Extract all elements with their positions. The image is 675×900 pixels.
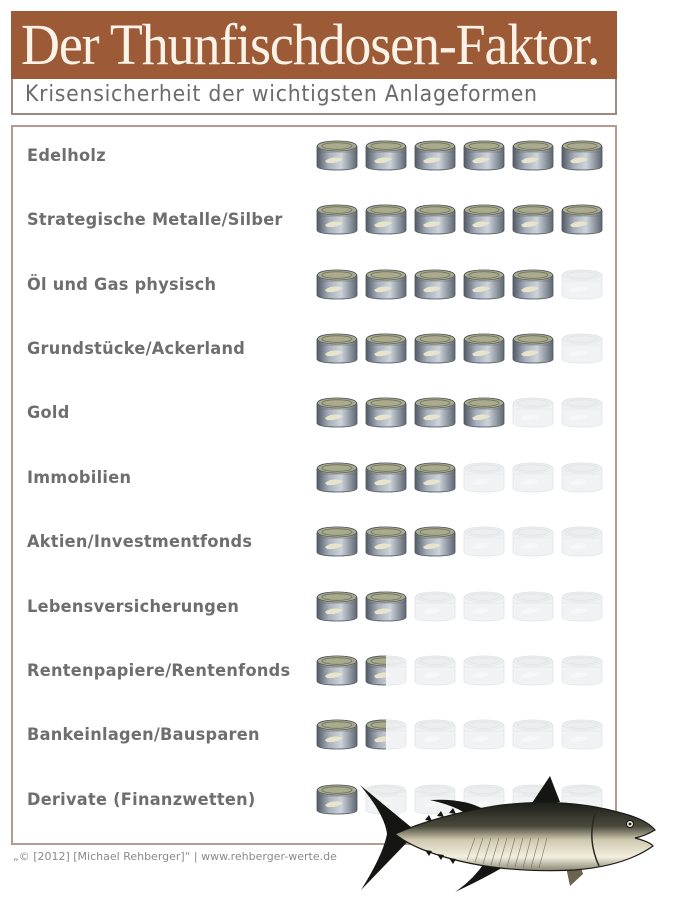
tuna-can-faded-icon [560, 268, 604, 300]
tuna-can-faded-icon [560, 461, 604, 493]
can-rating [315, 332, 615, 366]
tuna-can-faded-icon [413, 590, 457, 622]
rating-row [13, 459, 615, 499]
tuna-can-icon [315, 525, 359, 557]
can-rating [315, 203, 615, 237]
asset-class-label: Gold [27, 403, 70, 423]
tuna-can-icon [315, 332, 359, 364]
tuna-can-icon [315, 590, 359, 622]
tuna-can-faded-icon [560, 396, 604, 428]
tuna-can-icon [364, 525, 408, 557]
subtitle-banner [11, 79, 617, 115]
tuna-can-icon [315, 139, 359, 171]
tuna-can-faded-icon [560, 718, 604, 750]
tuna-can-faded-icon [462, 654, 506, 686]
tuna-can-icon [560, 203, 604, 235]
rating-row [13, 330, 615, 370]
can-rating [315, 396, 615, 430]
tuna-can-icon [413, 268, 457, 300]
rating-row [13, 137, 615, 177]
tuna-can-icon [560, 139, 604, 171]
tuna-can-icon [462, 332, 506, 364]
tuna-can-icon [364, 396, 408, 428]
rating-row [13, 652, 615, 692]
asset-class-label: Immobilien [27, 468, 132, 488]
copyright-footer: „© [2012] [Michael Rehberger]“ | www.rehberger-werte.de [13, 850, 337, 863]
tuna-can-icon [413, 525, 457, 557]
tuna-can-icon [511, 139, 555, 171]
tuna-can-icon [462, 268, 506, 300]
tuna-can-faded-icon [462, 461, 506, 493]
rating-table [11, 125, 617, 845]
tuna-can-faded-icon [511, 461, 555, 493]
tuna-can-faded-icon [462, 525, 506, 557]
tuna-can-icon [315, 718, 359, 750]
tuna-can-icon [413, 396, 457, 428]
tuna-can-faded-icon [462, 718, 506, 750]
tuna-can-faded-icon [511, 590, 555, 622]
asset-class-label: Rentenpapiere/Rentenfonds [27, 661, 291, 681]
asset-class-label: Grundstücke/Ackerland [27, 339, 246, 359]
asset-class-label: Derivate (Finanzwetten) [27, 790, 256, 810]
asset-class-label: Öl und Gas physisch [27, 275, 217, 295]
tuna-can-faded-icon [511, 718, 555, 750]
tuna-can-icon [364, 590, 408, 622]
tuna-can-icon [315, 268, 359, 300]
tuna-can-icon [315, 783, 359, 815]
can-rating [315, 139, 615, 173]
tuna-can-icon [511, 203, 555, 235]
can-rating [315, 718, 615, 752]
can-rating [315, 268, 615, 302]
page-title: Der Thunfischdosen-Faktor. [21, 12, 600, 77]
tuna-can-icon [315, 461, 359, 493]
tuna-can-icon [364, 718, 408, 750]
asset-class-label: Edelholz [27, 146, 106, 166]
tuna-can-faded-icon [560, 590, 604, 622]
tuna-can-icon [315, 654, 359, 686]
tuna-can-faded-icon [511, 654, 555, 686]
tuna-can-icon [364, 332, 408, 364]
asset-class-label: Lebensversicherungen [27, 597, 240, 617]
asset-class-label: Strategische Metalle/Silber [27, 210, 283, 230]
tuna-can-icon [315, 203, 359, 235]
can-rating [315, 525, 615, 559]
rating-row [13, 394, 615, 434]
tuna-can-icon [462, 203, 506, 235]
rating-row [13, 523, 615, 563]
tuna-can-icon [413, 332, 457, 364]
tuna-can-faded-icon [560, 332, 604, 364]
tuna-can-faded-icon [560, 525, 604, 557]
tuna-can-icon [315, 396, 359, 428]
tuna-can-faded-icon [511, 525, 555, 557]
tuna-can-icon [364, 139, 408, 171]
tuna-can-icon [462, 396, 506, 428]
tuna-can-faded-icon [560, 654, 604, 686]
can-rating [315, 654, 615, 688]
tuna-can-icon [511, 332, 555, 364]
can-rating [315, 590, 615, 624]
tuna-can-icon [413, 461, 457, 493]
tuna-can-icon [413, 203, 457, 235]
tuna-can-icon [462, 139, 506, 171]
asset-class-label: Bankeinlagen/Bausparen [27, 725, 260, 745]
tuna-can-icon [511, 268, 555, 300]
tuna-fish-icon [355, 770, 670, 898]
tuna-can-icon [364, 461, 408, 493]
can-rating [315, 461, 615, 495]
tuna-can-faded-icon [413, 654, 457, 686]
tuna-can-faded-icon [462, 590, 506, 622]
page-subtitle: Krisensicherheit der wichtigsten Anlageformen [25, 82, 538, 107]
rating-row [13, 266, 615, 306]
rating-row [13, 716, 615, 756]
tuna-can-faded-icon [413, 718, 457, 750]
tuna-can-icon [413, 139, 457, 171]
rating-row [13, 201, 615, 241]
tuna-can-faded-icon [511, 396, 555, 428]
title-banner [11, 11, 617, 79]
tuna-can-icon [364, 654, 408, 686]
tuna-can-icon [364, 268, 408, 300]
asset-class-label: Aktien/Investmentfonds [27, 532, 253, 552]
tuna-can-icon [364, 203, 408, 235]
rating-row [13, 588, 615, 628]
